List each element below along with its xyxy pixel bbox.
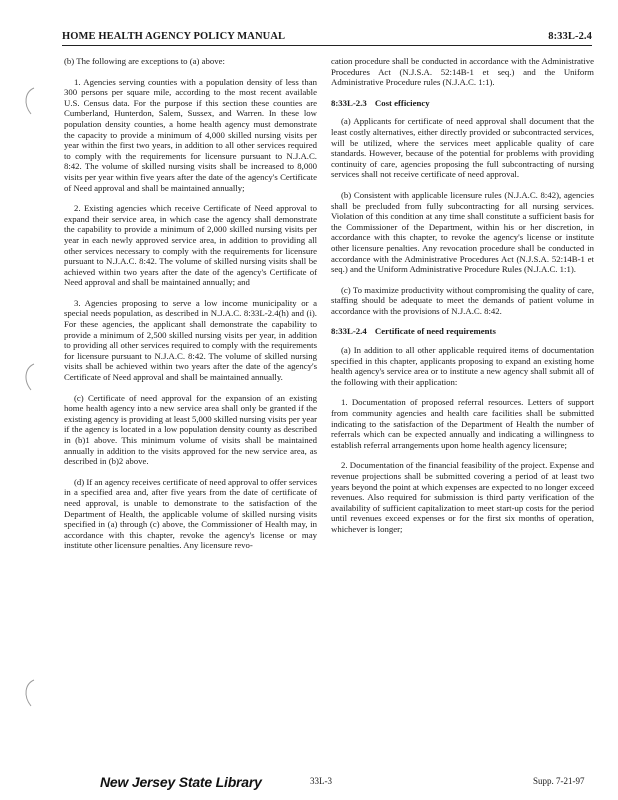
right-column: [331, 56, 594, 545]
header-title: HOME HEALTH AGENCY POLICY MANUAL: [62, 31, 286, 42]
section-heading: [331, 98, 594, 109]
paragraph: (a) Applicants for certificate of need approval shall document that the least costly alternatives, either directly provided or subcontracted services, will be utilized, where the services meet applicable quality of care standards. However, because of the potential for problems with providing continuity of care, agencies proposing the full subcontracting of nursing services shall not receive certificate of need approval.: [331, 116, 594, 180]
section-number: 8:33L-2.3: [331, 97, 367, 108]
library-stamp: New Jersey State Library: [100, 774, 262, 790]
paragraph: 1. Documentation of proposed referral resources. Letters of support from community agencies and health care facilities shall be submitted indicating to the satisfaction of the Department of Health the number of referrals which can be expected annually and indicating a willingness to establish referral arrangements upon home health agency licensure;: [331, 397, 594, 450]
running-header: [62, 31, 592, 46]
paragraph: (c) To maximize productivity without compromising the quality of care, staffing should be adequate to meet the demands of patient volume in accordance with the provisions of N.J.A.C. 8:42.: [331, 284, 594, 316]
section-title: Cost efficiency: [374, 97, 430, 108]
binder-hole-mark: [22, 86, 36, 118]
section-number: 8:33L-2.4: [331, 326, 367, 337]
paragraph: (b) The following are exceptions to (a) above:: [64, 56, 225, 66]
supplement-date: Supp. 7-21-97: [533, 776, 585, 786]
binder-hole-mark: [22, 362, 36, 394]
binder-hole-mark: [22, 678, 36, 710]
header-section-number: 8:33L-2.4: [548, 31, 592, 42]
paragraph: 3. Agencies proposing to serve a low income municipality or a special needs population, as described in N.J.A.C. 8:33L-2.4(h) and (i). For these agencies, the applicant shall demonstrate the capability to provide a minimum of 2,500 skilled nursing visits per year, in addition to providing all other services required to comply with the requirements for licensure pursuant to N.J.A.C. 8:42. The volume of skilled nursing visits shall be achieved within two years after the date of the agency's Certificate of Need approval and shall be maintained annually.: [64, 297, 317, 383]
paragraph: (d) If an agency receives certificate of need approval to offer services in a specified area and, after five years from the date of certificate of need approval, is unable to demonstrate to the satisfaction of the Department of Health, the applicable volume of skilled nursing visits specified in (a) through (c) above, the Commissioner of Health may, in accordance with this chapter, revoke the agency's license or may institute other licensure penalties. Any licensure revo-: [64, 476, 318, 551]
section-heading: [331, 326, 594, 337]
paragraph: (b) Consistent with applicable licensure rules (N.J.A.C. 8:42), agencies shall be precluded from fully subcontracting for all nursing services. Violation of this condition at any time shall constitute a sufficient basis for the Commissioner of the Department, within his or her discretion, in accordance with this chapter, to revoke the agency's license or institute other licensure penalties. Any revocation procedure shall be conducted in accordance with the Administrative Procedures Act (N.J.S.A. 52:14B-1 et seq.) and the Uniform Administrative Procedure Rules (N.J.A.C. 1:1).: [331, 189, 594, 275]
paragraph: (c) Certificate of need approval for the expansion of an existing home health agency into a new service area shall only be granted if the existing agency is providing at least 5,000 skilled nursing visits per year if the agency is located in a low population density county as described in (b)1 above. This minimum volume of visits shall be maintained annually in addition to the visits approved for the new service area, as described in (b)2 above.: [64, 392, 317, 467]
paragraph: 1. Agencies serving counties with a population density of less than 300 persons per square mile, according to the most recent available U.S. Census data. For the purpose if this section these counties are Cumberland, Hunterdon, Salem, Sussex, and Warren. In these low population density counties, a home health agency must demonstrate the capacity to provide a minimum of 4,000 skilled nursing visits per year within the first two years, in addition to all other services required to comply with the requirements for licensure pursuant to N.J.A.C. 8:42. The volume of skilled nursing visits shall be increased to 8,000 visits per year within five years after the date of the agency's Certificate of Need approval and shall be maintained annually;: [64, 76, 317, 193]
section-title: Certificate of need requirements: [374, 326, 496, 337]
paragraph: cation procedure shall be conducted in accordance with the Administrative Procedures Act (N.J.S.A. 52:14B-1 et seq.) and the Uniform Administrative Procedure rules (N.J.A.C. 1:1).: [331, 56, 594, 88]
page-number: 33L-3: [310, 776, 332, 786]
left-column: [64, 56, 317, 561]
paragraph: 2. Existing agencies which receive Certificate of Need approval to expand their service area, in which case the agency shall demonstrate the capability to provide a minimum of 2,000 skilled nursing visits per year in each newly approved service area, in addition to providing all other services necessary to comply with the requirements for licensure pursuant to N.J.A.C. 8:42. The volume of skilled nursing visits shall be achieved within two years after the date of the agency's Certificate of Need approval and shall be maintained annually; and: [64, 203, 317, 288]
paragraph: 2. Documentation of the financial feasibility of the project. Expense and revenue projections shall be submitted covering a period of at least two years beyond the point at which expenses are expected to no longer exceed revenues. Also required for submission is third party verification of the availability of sufficient capitalization to meet start-up costs for the period until revenues exceed expenses or for the first six months of operation, whichever is longer;: [331, 460, 594, 534]
paragraph: (a) In addition to all other applicable required items of documentation specified in this chapter, applicants proposing to expand an existing home health agency's service area or to institute a new agency shall submit all of the following with their application:: [331, 345, 594, 387]
